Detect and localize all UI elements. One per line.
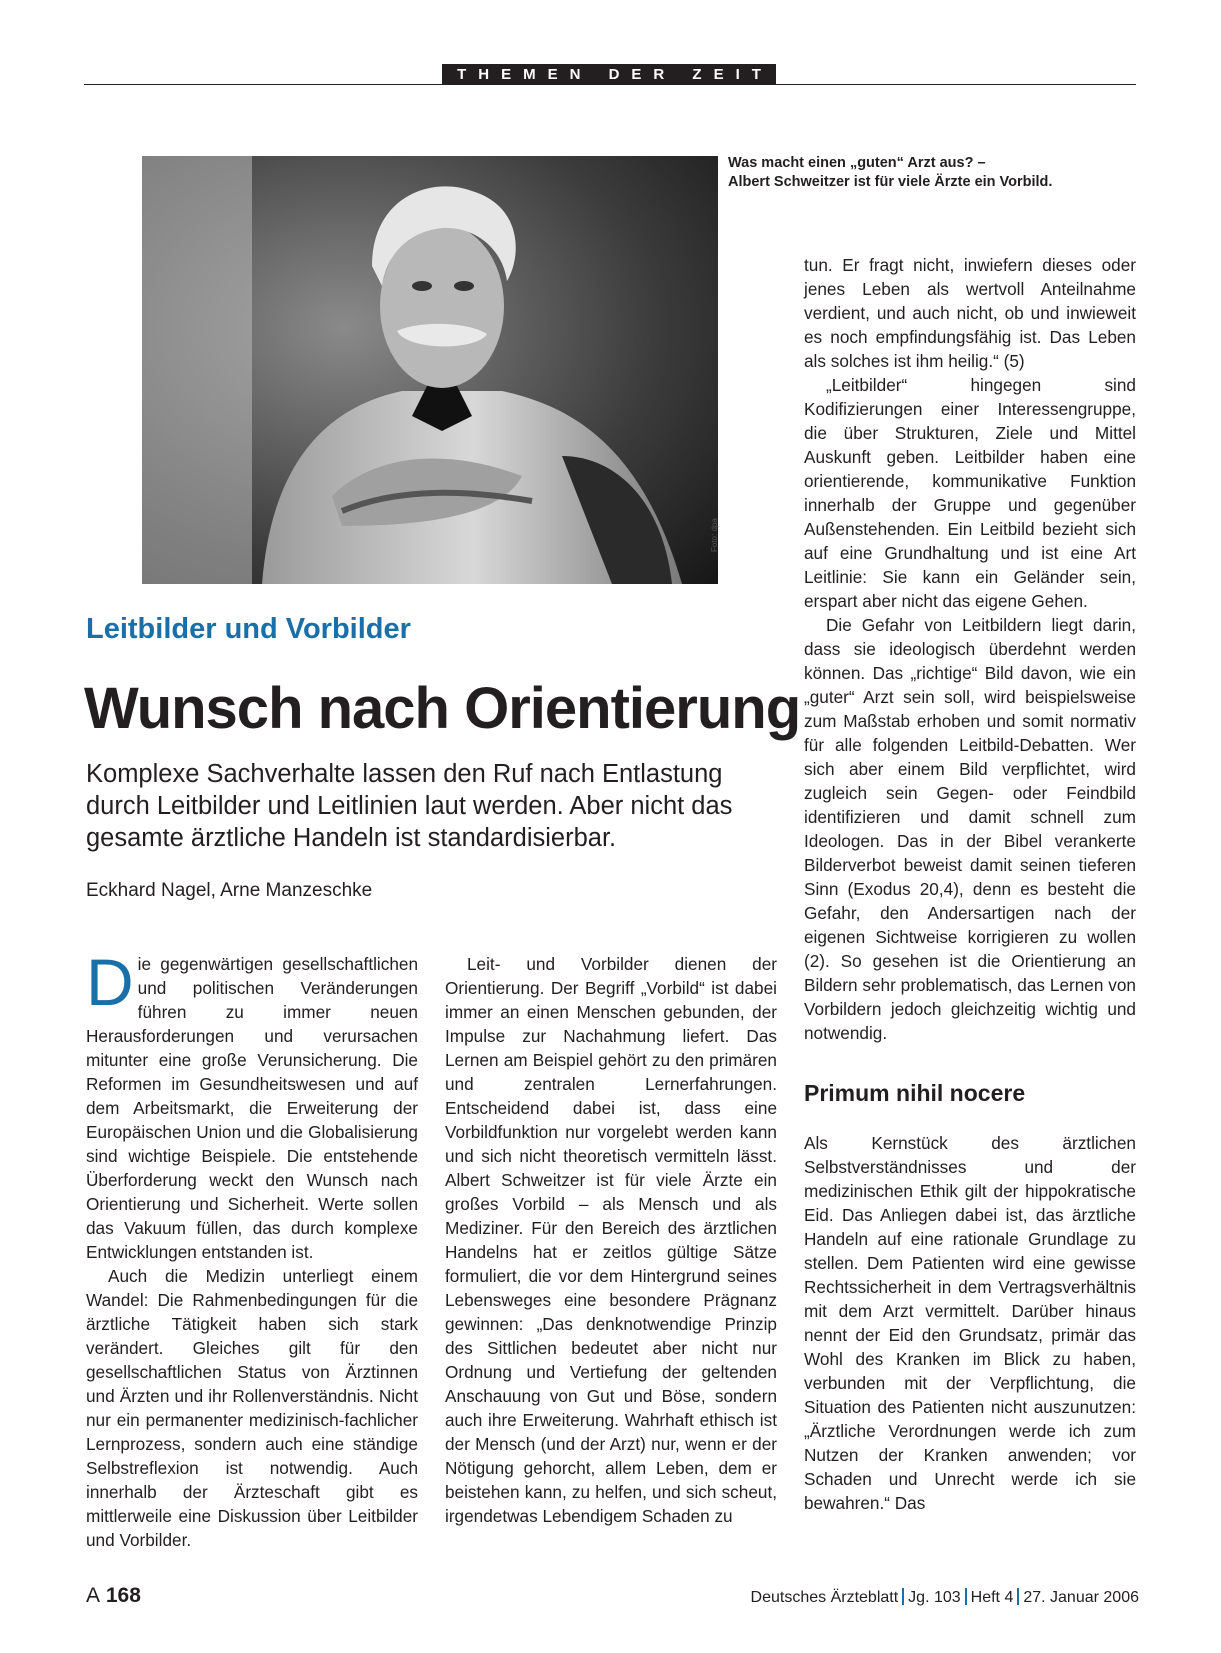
paragraph: Als Kernstück des ärztlichen Selbstverständnisses und der medizinischen Ethik gilt der hippokratische Eid. Das Anliegen dabei ist, das ärztliche Handeln auf eine rationale Grundlage zu stellen. Dem Patienten wird eine gewisse Rechtssicherheit in dem Vertragsverhältnis mit dem Arzt vermittelt. Darüber hinaus nennt der Eid den Grundsatz, primär das Wohl des Kranken im Blick zu haben, verbunden mit der Verpflichtung, die Situation des Patienten nicht auszunutzen: „Ärztliche Verordnungen werde ich zum Nutzen der Kranken anwenden; vor Schaden und Unrecht werde ich sie bewahren.“ Das [804,1133,1136,1513]
headline: Wunsch nach Orientierung [84,676,801,741]
separator [965,1588,967,1605]
kicker: Leitbilder und Vorbilder [86,613,411,645]
paragraph: Die Gefahr von Leitbildern liegt darin, dass sie ideologisch überdehnt werden können. Das „richtige“ Bild davon, wie ein „guter“ Arzt sein soll, wird beispielsweise zum Maßstab erhoben und somit normativ für alle folgenden Leitbild-Debatten. Wer sich aber einem Bild verpflichtet, wird zugleich sein Gegen- oder Feindbild identifizieren und damit schnell zum Ideologen. Das in der Bibel verankerte Bilderverbot beweist damit seinen tieferen Sinn (Exodus 20,4), denn es besteht die Gefahr, den Andersartigen nach der eigenen Sichtweise korrigieren zu wollen (2). So gesehen ist die Orientierung an Bildern sehr problematisch, das Lernen von Vorbildern jedoch gleichzeitig wichtig und notwendig. [804,615,1136,1043]
page-number [86,1584,141,1608]
folio-prefix: A [86,1584,101,1607]
folio-number: 168 [105,1584,141,1607]
paragraph: tun. Er fragt nicht, inwiefern dieses oder jenes Leben als wertvoll Anteilnahme verdient, und auch nicht, ob und inwieweit es noch empfindungsfähig ist. Das Leben als solches ist ihm heilig.“ (5) [804,255,1136,371]
paragraph [86,945,418,1264]
paragraph-text: ie gegenwärtigen gesellschaftlichen und politischen Veränderungen führen zu immer neuen Herausforderungen und verursachen mitunter eine große Verunsicherung. Die Reformen im Gesundheitswesen und auf dem Arbeitsmarkt, die Erweiterung der Europäischen Union und die Globalisierung sind wichtige Beispiele. Die entstehende Überforderung weckt den Wunsch nach Orientierung und Sicherheit. Werte sollen das Vakuum füllen, das durch komplexe Entwicklungen entstanden ist. [86,954,418,1262]
caption-line-2: Albert Schweitzer ist für viele Ärzte ein Vorbild. [728,174,1053,190]
journal-reference [751,1588,1139,1607]
paragraph: Leit- und Vorbilder dienen der Orientierung. Der Begriff „Vorbild“ ist dabei immer an einen Menschen gebunden, der Impulse zur Nachahmung liefert. Das Lernen am Beispiel gehört zu den primären und zentralen Lernerfahrungen. Entscheidend dabei ist, dass eine Vorbildfunktion nur vorgelebt werden kann und sich nicht theoretisch vermitteln lässt. Albert Schweitzer ist für viele Ärzte ein großes Vorbild – als Mensch und als Mediziner. Für den Bereich des ärztlichen Handelns hat er zeitlos gültige Sätze formuliert, die vor dem Hintergrund seines Lebensweges eine besondere Prägnanz gewinnen: „Das denknotwendige Prinzip des Sittlichen bedeutet aber nicht nur Ordnung und Vertiefung der geltenden Anschauung von Gut und Böse, sondern auch ihre Erweiterung. Wahrhaft ethisch ist der Mensch (und der Arzt) nur, wenn er der Nötigung gehorcht, allem Leben, dem er beistehen kann, zu helfen, und sich scheut, irgendetwas Lebendigem Schaden zu [445,954,777,1526]
photo-caption [728,154,1108,192]
lead-paragraph: Komplexe Sachverhalte lassen den Ruf nach Entlastung durch Leitbilder und Leitlinien laut werden. Aber nicht das gesamte ärztliche Handeln ist standardisierbar. [86,760,733,852]
journal-date: 27. Januar 2006 [1023,1589,1139,1606]
portrait-photo [142,156,718,584]
subheading: Primum nihil nocere [804,1080,1026,1106]
caption-line-1: Was macht einen „guten“ Arzt aus? – [728,155,986,171]
journal-issue: Heft 4 [970,1589,1014,1606]
drop-cap: D [86,945,134,1019]
body-column-1 [86,945,418,1552]
photo-credit: Foto: dpa [710,518,719,552]
body-column-3 [804,253,1136,1515]
paragraph: Auch die Medizin unterliegt einem Wandel: Die Rahmenbedingungen für die ärztliche Tätigkeit haben sich stark verändert. Gleiches gilt für den gesellschaftlichen Status von Ärztinnen und Ärzten und ihr Rollenverständnis. Nicht nur ein permanenter medizinisch-fachlicher Lernprozess, sondern auch eine ständige Selbstreflexion ist notwendig. Auch innerhalb der Ärzteschaft gibt es mittlerweile eine Diskussion über Leitbilder und Vorbilder. [86,1266,418,1550]
journal-name: Deutsches Ärzteblatt [750,1589,899,1606]
paragraph: „Leitbilder“ hingegen sind Kodifizierungen einer Interessengruppe, die über Strukturen, Ziele und Mittel Auskunft geben. Leitbilder haben eine orientierende, kommunikative Funktion innerhalb der Gruppe und gegenüber Außenstehenden. Ein Leitbild bezieht sich auf eine Grundhaltung und ist eine Art Leitlinie: Sie kann ein Geländer sein, erspart aber nicht das eigene Gehen. [804,375,1136,611]
separator [1017,1588,1019,1605]
section-label: THEMEN DER ZEIT [442,64,776,85]
journal-volume: Jg. 103 [908,1589,961,1606]
body-column-2 [445,952,777,1528]
authors: Eckhard Nagel, Arne Manzeschke [86,880,373,901]
separator [902,1588,904,1605]
